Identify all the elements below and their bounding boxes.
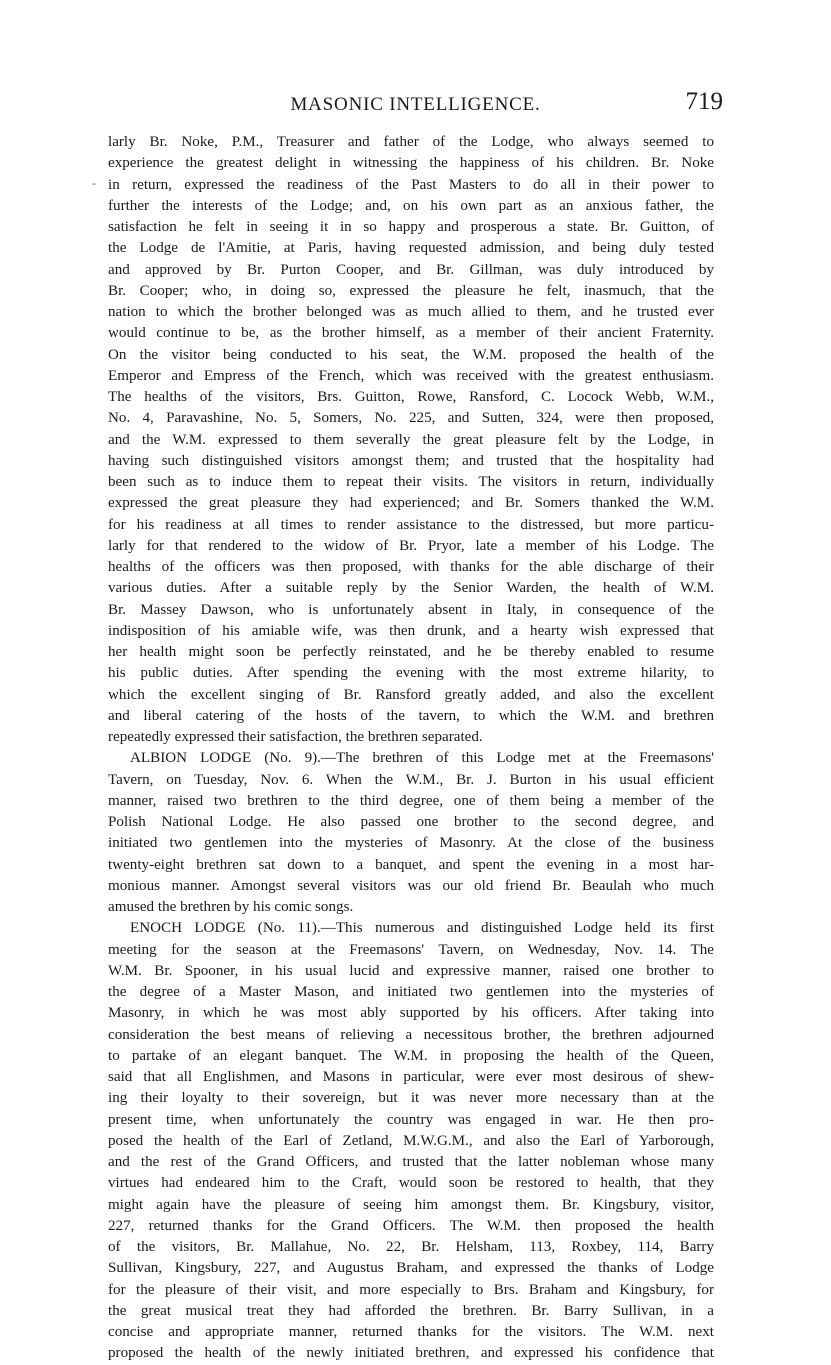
text-line: posed the health of the Earl of Zetland, M.W.G.M., and also the Earl of Yarborough, [108, 1132, 714, 1149]
text-line: ing their loyalty to their sovereign, but it was never more necessary than at the [108, 1090, 714, 1107]
text-line: the Lodge de l'Amitie, at Paris, having requested admission, and being duly tested [108, 240, 714, 257]
text-line: indisposition of his amiable wife, was then drunk, and a hearty wish expressed that [108, 622, 714, 639]
text-line: and the rest of the Grand Officers, and trusted that the latter nobleman whose many [108, 1154, 714, 1170]
text-line: said that all Englishmen, and Masons in particular, were ever most desirous of shew- [108, 1069, 714, 1085]
text-line: The healths of the visitors, Brs. Guitton, Rowe, Ransford, C. Locock Webb, W.M., [108, 389, 714, 405]
text-line: Tavern, on Tuesday, Nov. 6. When the W.M., Br. J. Burton in his usual efficient [108, 771, 714, 788]
text-line: larly Br. Noke, P.M., Treasurer and father of the Lodge, who always seemed to [108, 134, 714, 150]
text-line: amused the brethren by his comic songs. [108, 899, 354, 915]
text-line: which the excellent singing of Br. Ransford greatly added, and also the excellent [108, 686, 714, 703]
text-line: On the visitor being conducted to his seat, the W.M. proposed the health of the [108, 346, 714, 363]
text-line: Sullivan, Kingsbury, 227, and Augustus Braham, and expressed the thanks of Lodge [108, 1260, 714, 1277]
text-line: Polish National Lodge. He also passed one brother to the second degree, and [108, 814, 714, 830]
text-line: and liberal catering of the hosts of the tavern, to which the W.M. and brethren [108, 707, 714, 724]
text-line: in return, expressed the readiness of the Past Masters to do all in their power to [108, 176, 714, 193]
text-line: and approved by Br. Purton Cooper, and Br. Gillman, was duly introduced by [108, 261, 714, 278]
text-line: Br. Cooper; who, in doing so, expressed the pleasure he felt, inasmuch, that the [108, 282, 714, 299]
text-line: 227, returned thanks for the Grand Officers. The W.M. then proposed the health [108, 1217, 714, 1234]
text-line: for his readiness at all times to render assistance to the distressed, but more particu- [108, 516, 714, 533]
text-line: would continue to be, as the brother himself, as a member of their ancient Fraternity. [108, 325, 714, 342]
text-line: No. 4, Paravashine, No. 5, Somers, No. 225, and Sutten, 324, were then proposed, [108, 410, 714, 427]
text-line: to partake of an elegant banquet. The W.M. in proposing the health of the Queen, [108, 1047, 714, 1064]
margin-mark: - [92, 176, 96, 190]
running-title: MASONIC INTELLIGENCE. [290, 94, 541, 115]
text-line: larly for that rendered to the widow of Br. Pryor, late a member of his Lodge. The [108, 537, 714, 554]
text-line: W.M. Br. Spooner, in his usual lucid and expressive manner, raised one brother to [108, 962, 714, 979]
text-line: ENOCH LODGE (No. 11).—This numerous and distinguished Lodge held its first [130, 920, 714, 937]
body-text [108, 132, 714, 1365]
text-line: proposed the health of the newly initiated brethren, and expressed his confidence that [108, 1345, 714, 1362]
text-line: various duties. After a suitable reply by the Senior Warden, the health of W.M. [108, 580, 714, 597]
text-line: nation to which the brother belonged was as much allied to them, and he trusted ever [108, 304, 714, 320]
text-line: his public duties. After spending the evening with the most extreme hilarity, to [108, 665, 714, 682]
text-line: the great musical treat they had afforded the brethren. Br. Barry Sullivan, in a [108, 1302, 714, 1319]
page-number: 719 [685, 88, 723, 115]
text-line: satisfaction he felt in seeing it in so happy and prosperous a state. Br. Guitton, of [108, 219, 714, 235]
text-line: meeting for the season at the Freemasons' Tavern, on Wednesday, Nov. 14. The [108, 941, 714, 958]
text-line: consideration the best means of relieving a necessitous brother, the brethren adjourned [108, 1026, 714, 1043]
text-line: repeatedly expressed their satisfaction, the brethren separated. [108, 729, 483, 745]
text-line: Emperor and Empress of the French, which was received with the greatest enthusiasm. [108, 367, 714, 384]
text-line: healths of the officers was then proposed, with thanks for the able discharge of their [108, 559, 714, 575]
text-line: concise and appropriate manner, returned thanks for the visitors. The W.M. next [108, 1324, 714, 1340]
text-line: expressed the great pleasure they had experienced; and Br. Somers thanked the W.M. [108, 495, 714, 512]
text-line: ALBION LODGE (No. 9).—The brethren of this Lodge met at the Freemasons' [130, 750, 714, 767]
text-line: manner, raised two brethren to the third degree, one of them being a member of the [108, 792, 714, 809]
text-line: of the visitors, Br. Mallahue, No. 22, Br. Helsham, 113, Roxbey, 114, Barry [108, 1239, 714, 1255]
text-line: further the interests of the Lodge; and, on his own part as an anxious father, the [108, 197, 714, 214]
text-line: twenty-eight brethren sat down to a banquet, and spent the evening in a most har- [108, 856, 714, 873]
text-line: having such distinguished visitors amongst them; and trusted that the hospitality had [108, 452, 714, 469]
text-line: her health might soon be perfectly reinstated, and he be thereby enabled to resume [108, 644, 714, 660]
text-line: monious manner. Amongst several visitors was our old friend Br. Beaulah who much [108, 877, 714, 894]
text-line: might again have the pleasure of seeing him amongst them. Br. Kingsbury, visitor, [108, 1196, 714, 1213]
text-line: virtues had endeared him to the Craft, would soon be restored to health, that they [108, 1175, 714, 1192]
text-line: present time, when unfortunately the country was engaged in war. He then pro- [108, 1111, 714, 1128]
text-line: been such as to induce them to repeat their visits. The visitors in return, individually [108, 474, 714, 490]
text-line: experience the greatest delight in witnessing the happiness of his children. Br. Noke [108, 155, 714, 172]
text-line: Masonry, in which he was most ably supported by his officers. After taking into [108, 1005, 714, 1022]
text-line: Br. Massey Dawson, who is unfortunately absent in Italy, in consequence of the [108, 601, 714, 618]
text-line: the degree of a Master Mason, and initiated two gentlemen into the mysteries of [108, 984, 714, 1000]
text-line: initiated two gentlemen into the mysteries of Masonry. At the close of the business [108, 835, 714, 852]
text-line: and the W.M. expressed to them severally the great pleasure felt by the Lodge, in [108, 431, 714, 448]
text-line: for the pleasure of their visit, and more especially to Brs. Braham and Kingsbury, for [108, 1281, 714, 1298]
page-header [108, 88, 723, 122]
